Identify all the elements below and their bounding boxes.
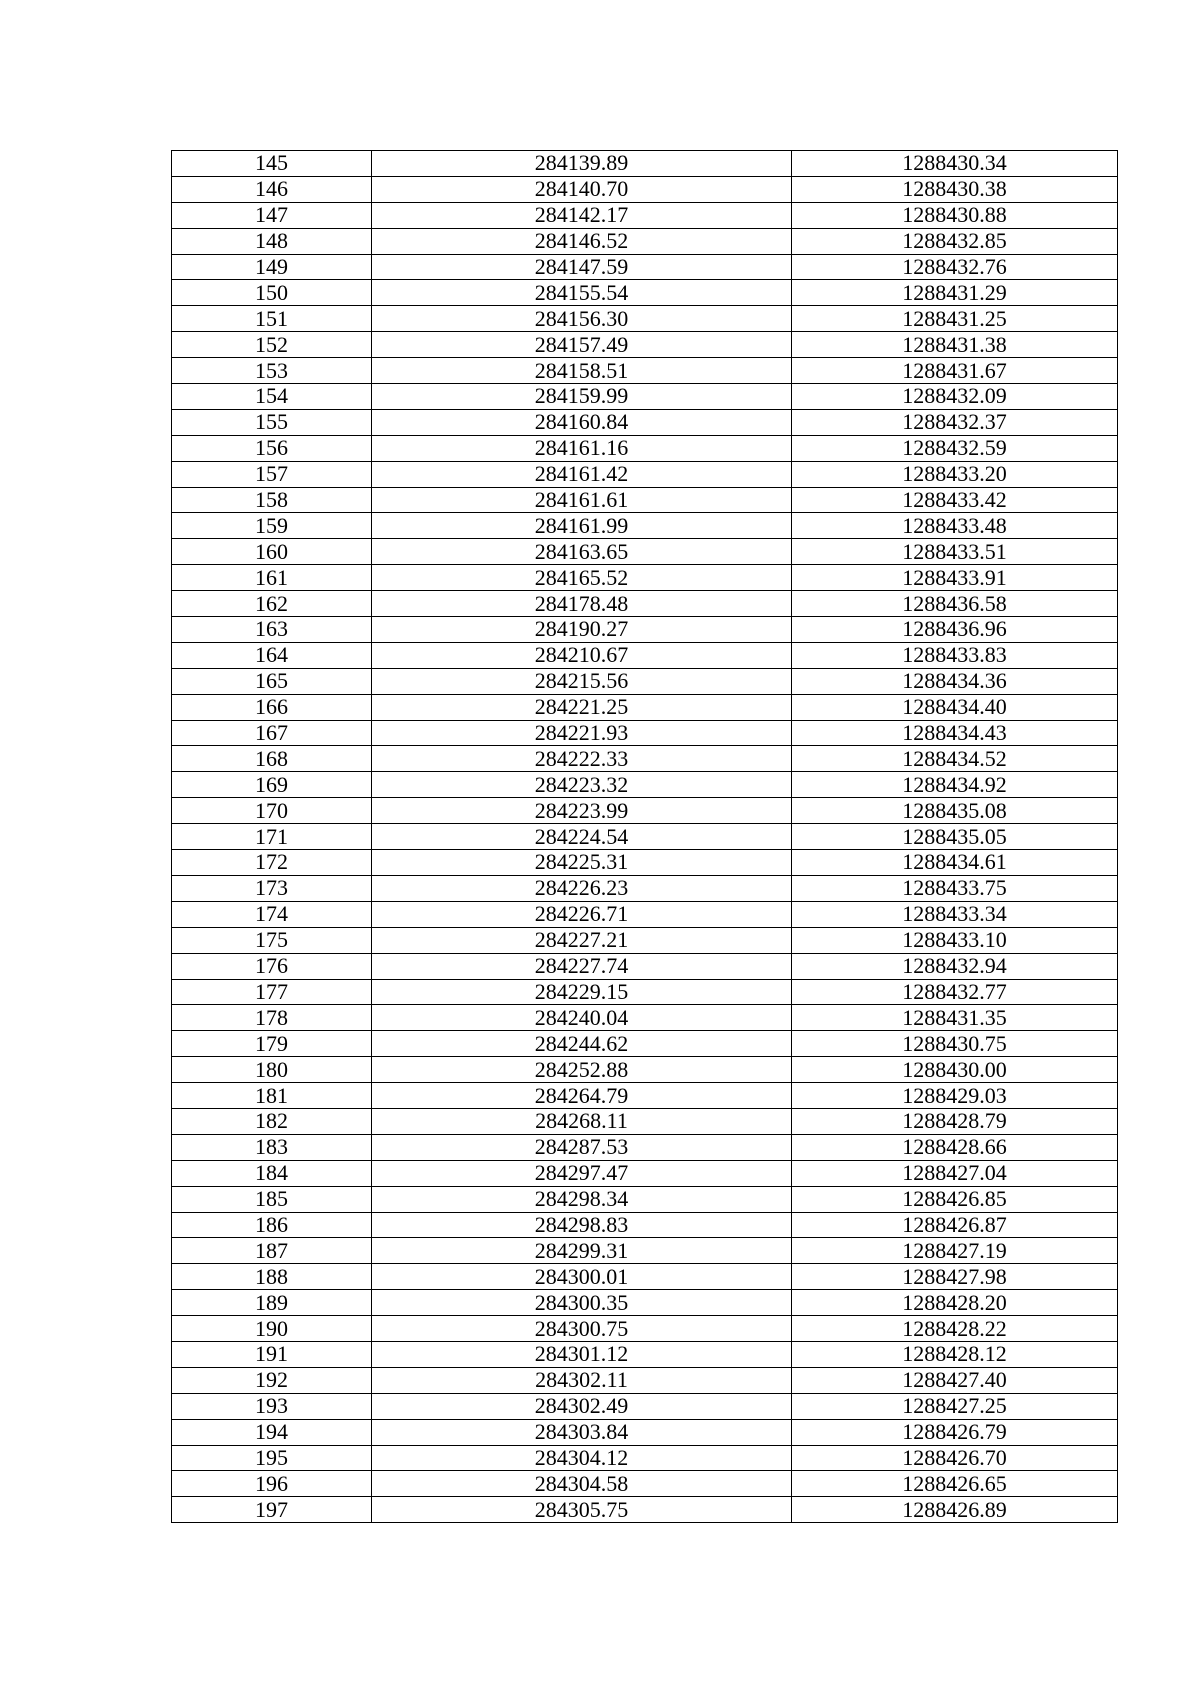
table-row bbox=[172, 1083, 1118, 1109]
point-number-cell: 149 bbox=[172, 254, 372, 280]
x-coordinate-cell: 284287.53 bbox=[372, 1134, 792, 1160]
point-number-cell: 177 bbox=[172, 979, 372, 1005]
x-coordinate-cell: 284304.12 bbox=[372, 1445, 792, 1471]
table-row bbox=[172, 824, 1118, 850]
y-coordinate-cell: 1288432.85 bbox=[792, 228, 1118, 254]
x-coordinate-cell: 284158.51 bbox=[372, 358, 792, 384]
point-number-cell: 196 bbox=[172, 1471, 372, 1497]
point-number-cell: 195 bbox=[172, 1445, 372, 1471]
table-row bbox=[172, 1057, 1118, 1083]
table-row bbox=[172, 1316, 1118, 1342]
y-coordinate-cell: 1288426.70 bbox=[792, 1445, 1118, 1471]
point-number-cell: 172 bbox=[172, 850, 372, 876]
x-coordinate-cell: 284302.11 bbox=[372, 1367, 792, 1393]
point-number-cell: 151 bbox=[172, 306, 372, 332]
x-coordinate-cell: 284224.54 bbox=[372, 824, 792, 850]
y-coordinate-cell: 1288436.58 bbox=[792, 591, 1118, 617]
table-row bbox=[172, 1264, 1118, 1290]
x-coordinate-cell: 284264.79 bbox=[372, 1083, 792, 1109]
table-row bbox=[172, 1031, 1118, 1057]
x-coordinate-cell: 284190.27 bbox=[372, 617, 792, 643]
table-row bbox=[172, 1186, 1118, 1212]
point-number-cell: 148 bbox=[172, 228, 372, 254]
y-coordinate-cell: 1288430.34 bbox=[792, 151, 1118, 177]
y-coordinate-cell: 1288431.35 bbox=[792, 1005, 1118, 1031]
point-number-cell: 176 bbox=[172, 953, 372, 979]
x-coordinate-cell: 284222.33 bbox=[372, 746, 792, 772]
table-row bbox=[172, 1471, 1118, 1497]
point-number-cell: 174 bbox=[172, 901, 372, 927]
table-row bbox=[172, 384, 1118, 410]
table-row bbox=[172, 772, 1118, 798]
x-coordinate-cell: 284161.99 bbox=[372, 513, 792, 539]
point-number-cell: 147 bbox=[172, 202, 372, 228]
x-coordinate-cell: 284139.89 bbox=[372, 151, 792, 177]
y-coordinate-cell: 1288429.03 bbox=[792, 1083, 1118, 1109]
point-number-cell: 183 bbox=[172, 1134, 372, 1160]
point-number-cell: 167 bbox=[172, 720, 372, 746]
y-coordinate-cell: 1288427.04 bbox=[792, 1160, 1118, 1186]
table-row bbox=[172, 746, 1118, 772]
y-coordinate-cell: 1288432.94 bbox=[792, 953, 1118, 979]
point-number-cell: 145 bbox=[172, 151, 372, 177]
table-row bbox=[172, 176, 1118, 202]
y-coordinate-cell: 1288428.66 bbox=[792, 1134, 1118, 1160]
table-row bbox=[172, 720, 1118, 746]
point-number-cell: 197 bbox=[172, 1497, 372, 1523]
table-row bbox=[172, 798, 1118, 824]
x-coordinate-cell: 284299.31 bbox=[372, 1238, 792, 1264]
point-number-cell: 162 bbox=[172, 591, 372, 617]
x-coordinate-cell: 284229.15 bbox=[372, 979, 792, 1005]
x-coordinate-cell: 284298.83 bbox=[372, 1212, 792, 1238]
x-coordinate-cell: 284165.52 bbox=[372, 565, 792, 591]
table-row bbox=[172, 228, 1118, 254]
x-coordinate-cell: 284303.84 bbox=[372, 1419, 792, 1445]
table-row bbox=[172, 1160, 1118, 1186]
x-coordinate-cell: 284156.30 bbox=[372, 306, 792, 332]
x-coordinate-cell: 284244.62 bbox=[372, 1031, 792, 1057]
point-number-cell: 166 bbox=[172, 694, 372, 720]
y-coordinate-cell: 1288436.96 bbox=[792, 617, 1118, 643]
x-coordinate-cell: 284221.93 bbox=[372, 720, 792, 746]
point-number-cell: 165 bbox=[172, 668, 372, 694]
point-number-cell: 182 bbox=[172, 1108, 372, 1134]
table-row bbox=[172, 591, 1118, 617]
x-coordinate-cell: 284305.75 bbox=[372, 1497, 792, 1523]
point-number-cell: 155 bbox=[172, 409, 372, 435]
point-number-cell: 154 bbox=[172, 384, 372, 410]
table-row bbox=[172, 151, 1118, 177]
point-number-cell: 193 bbox=[172, 1393, 372, 1419]
table-row bbox=[172, 1341, 1118, 1367]
y-coordinate-cell: 1288431.38 bbox=[792, 332, 1118, 358]
point-number-cell: 178 bbox=[172, 1005, 372, 1031]
x-coordinate-cell: 284240.04 bbox=[372, 1005, 792, 1031]
y-coordinate-cell: 1288432.59 bbox=[792, 435, 1118, 461]
table-row bbox=[172, 565, 1118, 591]
x-coordinate-cell: 284221.25 bbox=[372, 694, 792, 720]
point-number-cell: 173 bbox=[172, 875, 372, 901]
y-coordinate-cell: 1288431.25 bbox=[792, 306, 1118, 332]
coordinate-table bbox=[171, 150, 1118, 1523]
y-coordinate-cell: 1288433.83 bbox=[792, 642, 1118, 668]
point-number-cell: 180 bbox=[172, 1057, 372, 1083]
table-row bbox=[172, 927, 1118, 953]
table-row bbox=[172, 901, 1118, 927]
point-number-cell: 194 bbox=[172, 1419, 372, 1445]
point-number-cell: 192 bbox=[172, 1367, 372, 1393]
table-row bbox=[172, 332, 1118, 358]
y-coordinate-cell: 1288430.88 bbox=[792, 202, 1118, 228]
table-row bbox=[172, 875, 1118, 901]
point-number-cell: 190 bbox=[172, 1316, 372, 1342]
x-coordinate-cell: 284155.54 bbox=[372, 280, 792, 306]
table-row bbox=[172, 202, 1118, 228]
y-coordinate-cell: 1288427.98 bbox=[792, 1264, 1118, 1290]
point-number-cell: 156 bbox=[172, 435, 372, 461]
point-number-cell: 188 bbox=[172, 1264, 372, 1290]
table-row bbox=[172, 694, 1118, 720]
point-number-cell: 185 bbox=[172, 1186, 372, 1212]
table-row bbox=[172, 617, 1118, 643]
y-coordinate-cell: 1288428.79 bbox=[792, 1108, 1118, 1134]
x-coordinate-cell: 284225.31 bbox=[372, 850, 792, 876]
y-coordinate-cell: 1288434.52 bbox=[792, 746, 1118, 772]
table-row bbox=[172, 513, 1118, 539]
table-row bbox=[172, 1134, 1118, 1160]
point-number-cell: 191 bbox=[172, 1341, 372, 1367]
x-coordinate-cell: 284252.88 bbox=[372, 1057, 792, 1083]
table-row bbox=[172, 280, 1118, 306]
table-row bbox=[172, 487, 1118, 513]
y-coordinate-cell: 1288433.34 bbox=[792, 901, 1118, 927]
x-coordinate-cell: 284223.99 bbox=[372, 798, 792, 824]
table-row bbox=[172, 1393, 1118, 1419]
point-number-cell: 157 bbox=[172, 461, 372, 487]
table-row bbox=[172, 1419, 1118, 1445]
coordinate-table-body bbox=[172, 151, 1118, 1523]
point-number-cell: 161 bbox=[172, 565, 372, 591]
point-number-cell: 164 bbox=[172, 642, 372, 668]
y-coordinate-cell: 1288433.51 bbox=[792, 539, 1118, 565]
table-row bbox=[172, 979, 1118, 1005]
y-coordinate-cell: 1288434.40 bbox=[792, 694, 1118, 720]
table-row bbox=[172, 1108, 1118, 1134]
x-coordinate-cell: 284300.75 bbox=[372, 1316, 792, 1342]
point-number-cell: 163 bbox=[172, 617, 372, 643]
point-number-cell: 181 bbox=[172, 1083, 372, 1109]
point-number-cell: 179 bbox=[172, 1031, 372, 1057]
point-number-cell: 159 bbox=[172, 513, 372, 539]
table-row bbox=[172, 1212, 1118, 1238]
y-coordinate-cell: 1288434.36 bbox=[792, 668, 1118, 694]
y-coordinate-cell: 1288433.48 bbox=[792, 513, 1118, 539]
table-row bbox=[172, 409, 1118, 435]
point-number-cell: 170 bbox=[172, 798, 372, 824]
table-row bbox=[172, 306, 1118, 332]
x-coordinate-cell: 284223.32 bbox=[372, 772, 792, 798]
x-coordinate-cell: 284147.59 bbox=[372, 254, 792, 280]
table-row bbox=[172, 1238, 1118, 1264]
y-coordinate-cell: 1288430.00 bbox=[792, 1057, 1118, 1083]
y-coordinate-cell: 1288435.05 bbox=[792, 824, 1118, 850]
point-number-cell: 160 bbox=[172, 539, 372, 565]
y-coordinate-cell: 1288432.77 bbox=[792, 979, 1118, 1005]
x-coordinate-cell: 284300.01 bbox=[372, 1264, 792, 1290]
x-coordinate-cell: 284298.34 bbox=[372, 1186, 792, 1212]
y-coordinate-cell: 1288426.85 bbox=[792, 1186, 1118, 1212]
point-number-cell: 184 bbox=[172, 1160, 372, 1186]
x-coordinate-cell: 284268.11 bbox=[372, 1108, 792, 1134]
x-coordinate-cell: 284163.65 bbox=[372, 539, 792, 565]
point-number-cell: 146 bbox=[172, 176, 372, 202]
x-coordinate-cell: 284302.49 bbox=[372, 1393, 792, 1419]
table-row bbox=[172, 953, 1118, 979]
table-row bbox=[172, 668, 1118, 694]
table-row bbox=[172, 642, 1118, 668]
table-row bbox=[172, 1497, 1118, 1523]
y-coordinate-cell: 1288432.76 bbox=[792, 254, 1118, 280]
y-coordinate-cell: 1288435.08 bbox=[792, 798, 1118, 824]
y-coordinate-cell: 1288433.91 bbox=[792, 565, 1118, 591]
x-coordinate-cell: 284297.47 bbox=[372, 1160, 792, 1186]
x-coordinate-cell: 284140.70 bbox=[372, 176, 792, 202]
x-coordinate-cell: 284226.23 bbox=[372, 875, 792, 901]
y-coordinate-cell: 1288432.37 bbox=[792, 409, 1118, 435]
y-coordinate-cell: 1288434.61 bbox=[792, 850, 1118, 876]
y-coordinate-cell: 1288428.20 bbox=[792, 1290, 1118, 1316]
x-coordinate-cell: 284142.17 bbox=[372, 202, 792, 228]
y-coordinate-cell: 1288433.20 bbox=[792, 461, 1118, 487]
point-number-cell: 189 bbox=[172, 1290, 372, 1316]
table-row bbox=[172, 435, 1118, 461]
x-coordinate-cell: 284226.71 bbox=[372, 901, 792, 927]
y-coordinate-cell: 1288426.79 bbox=[792, 1419, 1118, 1445]
x-coordinate-cell: 284157.49 bbox=[372, 332, 792, 358]
table-row bbox=[172, 254, 1118, 280]
x-coordinate-cell: 284161.42 bbox=[372, 461, 792, 487]
table-row bbox=[172, 539, 1118, 565]
x-coordinate-cell: 284146.52 bbox=[372, 228, 792, 254]
x-coordinate-cell: 284300.35 bbox=[372, 1290, 792, 1316]
table-row bbox=[172, 1445, 1118, 1471]
table-row bbox=[172, 358, 1118, 384]
x-coordinate-cell: 284304.58 bbox=[372, 1471, 792, 1497]
x-coordinate-cell: 284227.74 bbox=[372, 953, 792, 979]
x-coordinate-cell: 284227.21 bbox=[372, 927, 792, 953]
table-row bbox=[172, 1367, 1118, 1393]
point-number-cell: 186 bbox=[172, 1212, 372, 1238]
table-row bbox=[172, 850, 1118, 876]
y-coordinate-cell: 1288430.75 bbox=[792, 1031, 1118, 1057]
y-coordinate-cell: 1288430.38 bbox=[792, 176, 1118, 202]
x-coordinate-cell: 284159.99 bbox=[372, 384, 792, 410]
point-number-cell: 171 bbox=[172, 824, 372, 850]
x-coordinate-cell: 284161.16 bbox=[372, 435, 792, 461]
y-coordinate-cell: 1288427.25 bbox=[792, 1393, 1118, 1419]
point-number-cell: 158 bbox=[172, 487, 372, 513]
y-coordinate-cell: 1288433.10 bbox=[792, 927, 1118, 953]
x-coordinate-cell: 284301.12 bbox=[372, 1341, 792, 1367]
y-coordinate-cell: 1288433.75 bbox=[792, 875, 1118, 901]
y-coordinate-cell: 1288434.43 bbox=[792, 720, 1118, 746]
point-number-cell: 153 bbox=[172, 358, 372, 384]
y-coordinate-cell: 1288428.22 bbox=[792, 1316, 1118, 1342]
point-number-cell: 175 bbox=[172, 927, 372, 953]
table-row bbox=[172, 1005, 1118, 1031]
y-coordinate-cell: 1288427.19 bbox=[792, 1238, 1118, 1264]
y-coordinate-cell: 1288434.92 bbox=[792, 772, 1118, 798]
point-number-cell: 150 bbox=[172, 280, 372, 306]
point-number-cell: 152 bbox=[172, 332, 372, 358]
y-coordinate-cell: 1288431.29 bbox=[792, 280, 1118, 306]
table-row bbox=[172, 1290, 1118, 1316]
x-coordinate-cell: 284161.61 bbox=[372, 487, 792, 513]
y-coordinate-cell: 1288427.40 bbox=[792, 1367, 1118, 1393]
y-coordinate-cell: 1288431.67 bbox=[792, 358, 1118, 384]
y-coordinate-cell: 1288426.65 bbox=[792, 1471, 1118, 1497]
x-coordinate-cell: 284160.84 bbox=[372, 409, 792, 435]
y-coordinate-cell: 1288432.09 bbox=[792, 384, 1118, 410]
y-coordinate-cell: 1288428.12 bbox=[792, 1341, 1118, 1367]
x-coordinate-cell: 284178.48 bbox=[372, 591, 792, 617]
point-number-cell: 187 bbox=[172, 1238, 372, 1264]
point-number-cell: 169 bbox=[172, 772, 372, 798]
y-coordinate-cell: 1288426.89 bbox=[792, 1497, 1118, 1523]
y-coordinate-cell: 1288433.42 bbox=[792, 487, 1118, 513]
x-coordinate-cell: 284210.67 bbox=[372, 642, 792, 668]
x-coordinate-cell: 284215.56 bbox=[372, 668, 792, 694]
table-row bbox=[172, 461, 1118, 487]
point-number-cell: 168 bbox=[172, 746, 372, 772]
y-coordinate-cell: 1288426.87 bbox=[792, 1212, 1118, 1238]
